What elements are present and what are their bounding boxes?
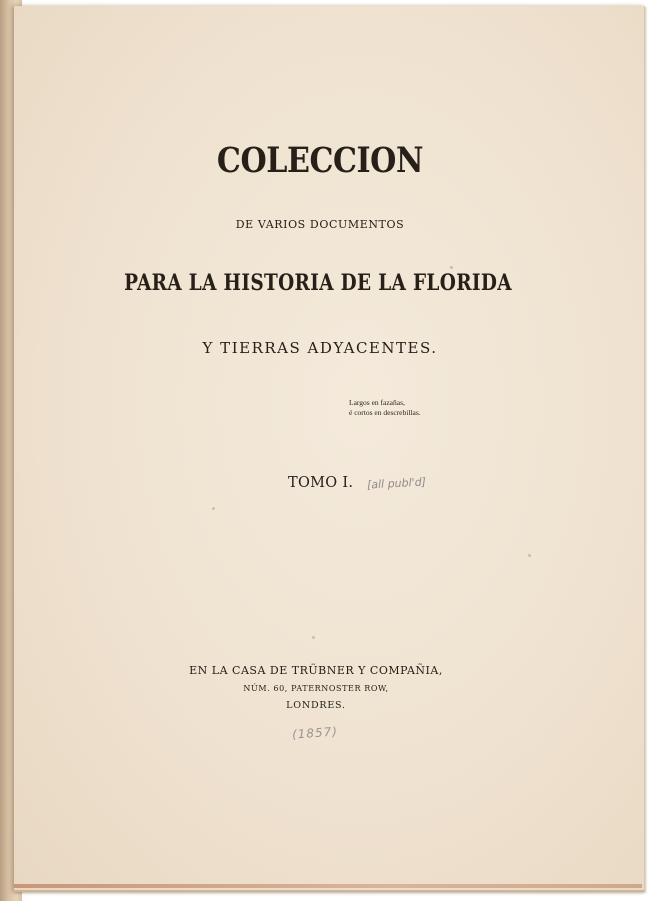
pencil-date-annotation: (1857) <box>291 724 339 742</box>
pencil-annotation: [all publ'd] <box>367 475 427 492</box>
volume-row <box>288 474 426 500</box>
page-subtitle: DE VARIOS DOCUMENTOS <box>235 218 405 231</box>
main-title: PARA LA HISTORIA DE LA FLORIDA <box>124 270 512 296</box>
imprint-city: LONDRES. <box>286 700 346 711</box>
epigraph-line: Largos en fazañas, <box>349 398 405 407</box>
volume-label: TOMO I. <box>288 475 354 491</box>
sub-main-title: Y TIERRAS ADYACENTES. <box>202 339 438 357</box>
epigraph <box>349 398 421 417</box>
imprint-publisher: EN LA CASA DE TRÜBNER Y COMPAÑIA, <box>189 664 443 677</box>
title-page-leaf <box>14 6 645 892</box>
page-title: COLECCION <box>216 140 424 181</box>
imprint-address: NÚM. 60, PATERNOSTER ROW, <box>243 684 389 693</box>
leaf-bottom-edge <box>14 884 642 888</box>
foxing-spot <box>528 554 531 557</box>
foxing-spot <box>212 507 215 510</box>
foxing-spot <box>450 266 453 269</box>
epigraph-line: é cortos en descrebillas. <box>349 407 421 417</box>
foxing-spot <box>312 636 315 639</box>
